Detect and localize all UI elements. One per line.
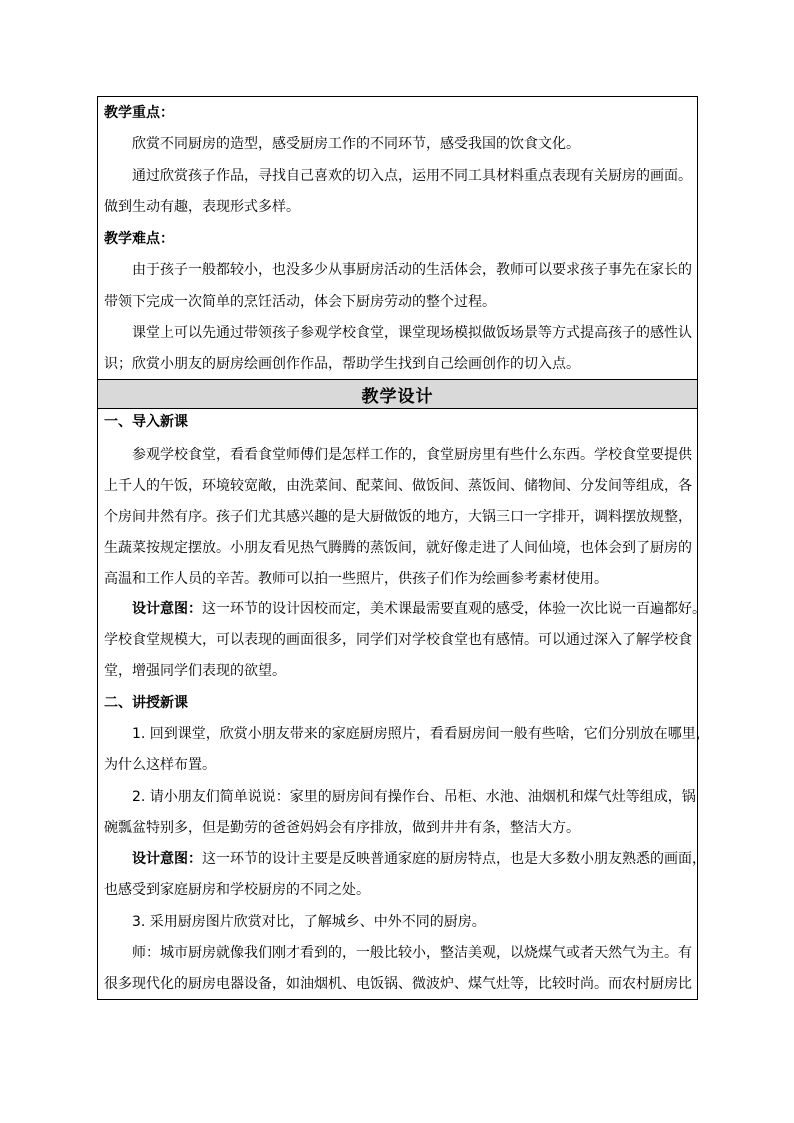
design-intent-text: 这一环节的设计因校而定，美术课最需要直观的感受，体验一次比说一百遍都好。: [202, 601, 706, 617]
design-intent-text: 这一环节的设计主要是反映普通家庭的厨房特点，也是大多数小朋友熟悉的画面，: [202, 851, 706, 867]
intro-intent-paragraph: 学校食堂规模大，可以表现的画面很多，同学们对学校食堂也有感情。可以通过深入了解学校食: [104, 632, 692, 648]
design-title-band: [98, 379, 697, 409]
focus-section: [98, 97, 697, 379]
teaching-heading: 二、讲授新课: [104, 695, 188, 711]
intro-paragraph: 个房间井然有序。孩子们尤其感兴趣的是大厨做饭的地方，大锅三口一字排开，调料摆放规整，: [104, 509, 692, 525]
key-points-paragraph: 通过欣赏孩子作品，寻找自己喜欢的切入点，运用不同工具材料重点表现有关厨房的画面。: [132, 168, 692, 184]
teaching-step: 2. 请小朋友们简单说说：家里的厨房间有操作台、吊柜、水池、油烟机和煤气灶等组成，锅: [132, 789, 696, 805]
intro-intent-paragraph: 堂，增强同学们表现的欲望。: [104, 663, 286, 679]
intro-heading: 一、导入新课: [104, 414, 188, 430]
design-section: [98, 409, 710, 999]
design-intent-label: 设计意图：: [132, 601, 202, 617]
teacher-paragraph: 师：城市厨房就像我们刚才看到的，一般比较小，整洁美观，以烧煤气或者天然气为主。有: [132, 945, 692, 961]
design-intent-label: 设计意图：: [132, 851, 202, 867]
teacher-paragraph: 很多现代化的厨房电器设备，如油烟机、电饭锅、微波炉、煤气灶等，比较时尚。而农村厨房比: [104, 976, 692, 992]
intro-paragraph: 高温和工作人员的辛苦。教师可以拍一些照片，供孩子们作为绘画参考素材使用。: [104, 571, 608, 587]
teaching-step: 为什么这样布置。: [104, 757, 216, 773]
key-points-paragraph: 欣赏不同厨房的造型，感受厨房工作的不同环节，感受我国的饮食文化。: [132, 136, 580, 152]
key-points-paragraph: 做到生动有趣，表现形式多样。: [104, 199, 300, 215]
teaching-step: 3. 采用厨房图片欣赏对比，了解城乡、中外不同的厨房。: [132, 914, 486, 930]
difficulties-heading: 教学难点：: [104, 231, 174, 247]
difficulties-paragraph: 带领下完成一次简单的烹饪活动，体会下厨房劳动的整个过程。: [104, 294, 496, 310]
intro-paragraph: 生蔬菜按规定摆放。小朋友看见热气腾腾的蒸饭间，就好像走进了人间仙境，也体会到了厨房的: [104, 540, 692, 556]
lesson-plan-table: [97, 96, 710, 1000]
intro-intent-line: [98, 599, 731, 619]
intro-paragraph: 参观学校食堂，看看食堂师傅们是怎样工作的，食堂厨房里有些什么东西。学校食堂要提供: [132, 447, 692, 463]
difficulties-paragraph: 由于孩子一般都较小，也没多少从事厨房活动的生活体会，教师可以要求孩子事先在家长的: [132, 262, 692, 278]
teaching-step: 碗瓢盆特别多，但是勤劳的爸爸妈妈会有序排放，做到井井有条，整洁大方。: [104, 820, 580, 836]
difficulties-paragraph: 课堂上可以先通过带领孩子参观学校食堂，课堂现场模拟做饭场景等方式提高孩子的感性认: [132, 325, 692, 341]
teaching-step: 1. 回到课堂，欣赏小朋友带来的家庭厨房照片，看看厨房间一般有些啥，它们分别放在哪里，: [132, 726, 710, 742]
intro-paragraph: 上千人的午饭，环境较宽敞，由洗菜间、配菜间、做饭间、蒸饭间、储物间、分发间等组成，各: [104, 478, 692, 494]
teaching-intent-line: [98, 849, 731, 869]
key-points-heading: 教学重点：: [104, 105, 174, 121]
difficulties-paragraph: 识；欣赏小朋友的厨房绘画创作作品，帮助学生找到自己绘画创作的切入点。: [104, 356, 580, 372]
design-title: 教学设计: [361, 386, 434, 407]
teaching-intent-paragraph: 也感受到家庭厨房和学校厨房的不同之处。: [104, 882, 370, 898]
